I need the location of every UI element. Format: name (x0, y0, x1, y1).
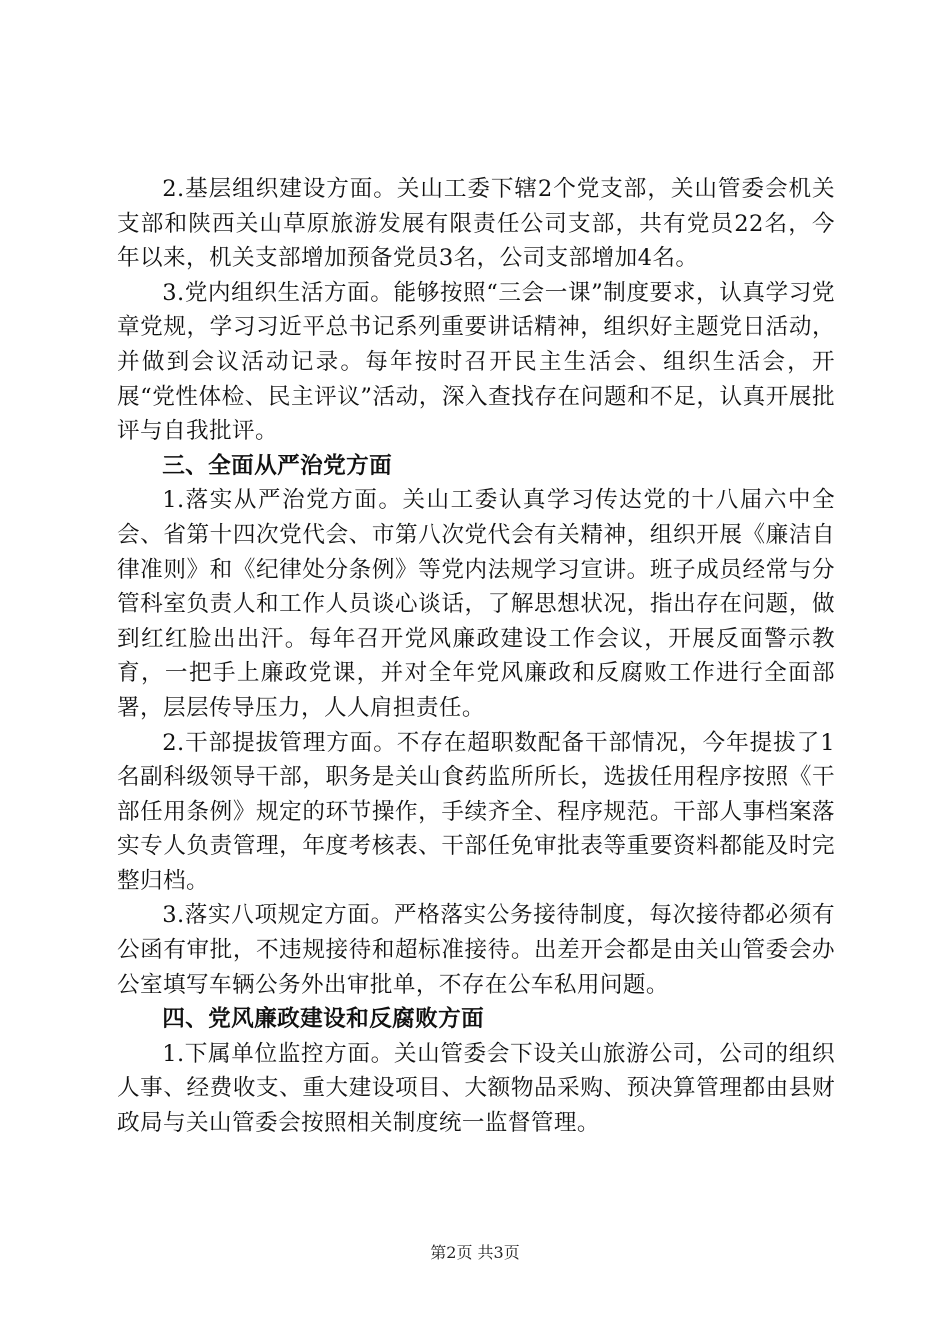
paragraph-subordinate-monitoring: 1.下属单位监控方面。关山管委会下设关山旅游公司，公司的组织人事、经费收支、重大建设项目、大额物品采购、预决算管理都由县财政局与关山管委会按照相关制度统一监督管理。 (117, 1040, 835, 1137)
section-heading-anti-corruption: 四、党风廉政建设和反腐败方面 (162, 1006, 485, 1033)
paragraph-strict-governance: 1.落实从严治党方面。关山工委认真学习传达党的十八届六中全会、省第十四次党代会、市第八次党代会有关精神，组织开展《廉洁自律准则》和《纪律处分条例》等党内法规学习宣讲。班子成员经常与分管科室负责人和工作人员谈心谈话，了解思想状况，指出存在问题，做到红红脸出出汗。每年召开党风廉政建设工作会议，开展反面警示教育，一把手上廉政党课，并对全年党风廉政和反腐败工作进行全面部署，层层传导压力，人人肩担责任。 (117, 487, 835, 721)
section-heading-strict-governance: 三、全面从严治党方面 (162, 452, 393, 479)
page-footer: 第2页 共3页 (430, 1243, 520, 1262)
paragraph-cadre-management: 2.干部提拔管理方面。不存在超职数配备干部情况，今年提拔了1名副科级领导干部，职务是关山食药监所所长，选拔任用程序按照《干部任用条例》规定的环节操作，手续齐全、程序规范。干部人事档案落实专人负责管理，年度考核表、干部任免审批表等重要资料都能及时完整归档。 (117, 729, 835, 894)
paragraph-eight-regulations: 3.落实八项规定方面。严格落实公务接待制度，每次接待都必须有公函有审批，不违规接待和超标准接待。出差开会都是由关山管委会办公室填写车辆公务外出审批单，不存在公车私用问题。 (117, 902, 835, 998)
document-body (117, 172, 835, 1141)
paragraph-grassroots-organization: 2.基层组织建设方面。关山工委下辖2个党支部，关山管委会机关支部和陕西关山草原旅游发展有限责任公司支部，共有党员22名，今年以来，机关支部增加预备党员3名，公司支部增加4名。 (117, 176, 835, 272)
paragraph-party-life: 3.党内组织生活方面。能够按照“三会一课”制度要求，认真学习党章党规，学习习近平总书记系列重要讲话精神，组织好主题党日活动，并做到会议活动记录。每年按时召开民主生活会、组织生活会，开展“党性体检、民主评议”活动，深入查找存在问题和不足，认真开展批评与自我批评。 (117, 279, 835, 445)
